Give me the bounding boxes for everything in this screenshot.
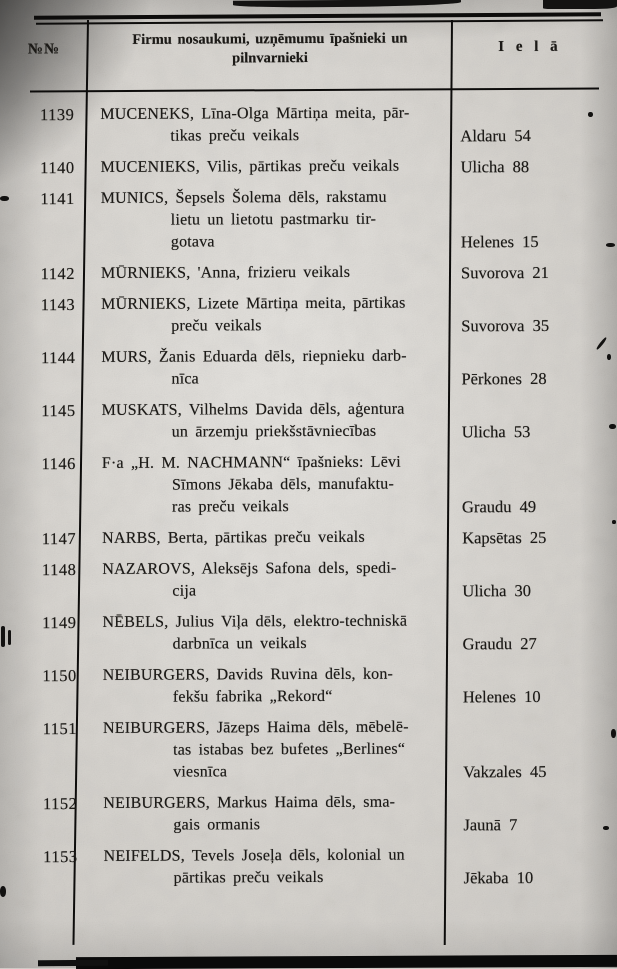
description-line: MUCENEKS, Līna-Olga Mārtiņa meita, pār-	[100, 104, 410, 123]
entry-number: 1146	[41, 454, 76, 474]
description-line: viesnīca	[173, 763, 228, 781]
table-body	[0, 102, 617, 900]
entry-street: Ulicha 53	[461, 422, 531, 442]
column-header-street: I e l ā	[498, 38, 562, 56]
entry-description	[88, 526, 452, 550]
entry-description	[90, 844, 454, 890]
description-line: MUSKATS, Vilhelms Davida dēls, aģentura	[101, 400, 405, 419]
entry-description	[87, 292, 451, 338]
entry-description	[88, 451, 452, 519]
description-line: gotava	[170, 233, 215, 251]
table-top-rule	[34, 12, 601, 19]
entry-number: 1152	[42, 794, 78, 814]
description-line: tikas preču veikals	[170, 127, 300, 145]
table-row	[1, 663, 617, 710]
entry-street: Helenes 15	[460, 231, 539, 252]
table-row	[0, 102, 615, 149]
entry-street: Jēkaba 10	[463, 868, 534, 888]
entry-number: 1143	[40, 295, 76, 315]
table-row	[0, 451, 617, 520]
entry-number: 1139	[39, 105, 75, 125]
scan-artifact-top-right-edge	[543, 0, 617, 9]
table-row	[0, 557, 617, 604]
description-line: MUNICS, Šepsels Šolema dēls, rakstamu	[100, 188, 387, 207]
column-header-number: №№	[27, 41, 61, 58]
description-line: F·a „H. M. NACHMANN“ īpašnieks: Lēvi	[101, 453, 401, 472]
description-line: ras preču veikals	[171, 498, 289, 516]
table-row	[0, 155, 616, 180]
scan-artifact-bottom-bar	[76, 955, 617, 969]
table-row	[0, 345, 617, 392]
entry-street: Aldaru 54	[460, 126, 531, 146]
description-line: MUCENIEKS, Vilis, pārtikas preču veikals	[100, 157, 400, 176]
scan-artifact-top-edge	[233, 0, 461, 8]
entry-street: Kapsētas 25	[462, 527, 547, 548]
entry-number: 1144	[40, 348, 76, 368]
description-line: NEIBURGERS, Davids Ruvina dēls, kon-	[102, 665, 394, 684]
description-line: NEIFELDS, Tevels Joseļa dēls, kolonial un	[103, 846, 405, 865]
entry-description	[87, 186, 451, 254]
entry-description	[86, 155, 450, 179]
entry-street: Helenes 10	[462, 686, 541, 707]
description-line: tas istabas bez bufetes „Berlines“	[173, 740, 406, 759]
entry-description	[87, 345, 451, 391]
entry-street: Jaunā 7	[463, 815, 518, 835]
scan-artifact-bottom-bar-left	[38, 960, 108, 966]
description-line: cija	[172, 582, 197, 600]
entry-number: 1145	[41, 401, 76, 421]
entry-street: Suvorova 21	[460, 262, 549, 283]
description-line: darbnīca un veikals	[172, 635, 307, 653]
entry-number: 1150	[42, 666, 77, 686]
table-row	[1, 716, 617, 785]
entry-number: 1153	[43, 847, 78, 867]
table-row	[0, 526, 617, 551]
entry-description	[88, 398, 452, 444]
description-line: gais ormanis	[173, 816, 261, 834]
description-line: MURS, Žanis Eduarda dēls, riepnieku darb-	[101, 347, 407, 366]
description-line: un ārzemju priekšstāvniecības	[171, 422, 377, 441]
description-line: lietu un lietotu pastmarku tir-	[170, 210, 377, 229]
description-line: pārtikas preču veikals	[173, 868, 324, 887]
entry-description	[89, 791, 453, 837]
description-line: Sīmons Jēkaba dēls, manufaktu-	[171, 475, 395, 494]
table-row	[0, 292, 616, 339]
entry-number: 1148	[41, 560, 77, 580]
entry-street: Pērkones 28	[461, 368, 547, 389]
description-line: fekšu fabrika „Rekord“	[172, 687, 333, 706]
description-line: preču veikals	[171, 317, 262, 335]
entry-street: Ulicha 30	[462, 581, 532, 601]
table-row	[2, 844, 617, 891]
entry-description	[89, 663, 453, 709]
description-line: NEIBURGERS, Jāzeps Haima dēls, mēbelē-	[102, 718, 409, 737]
entry-number: 1151	[42, 719, 78, 739]
entry-description	[89, 716, 453, 784]
entry-description	[88, 557, 452, 603]
table-row	[1, 791, 617, 838]
description-line: NEIBURGERS, Markus Haima dēls, sma-	[103, 793, 396, 812]
entry-street: Suvorova 35	[461, 315, 550, 336]
entry-number: 1149	[42, 613, 77, 633]
entry-street: Graudu 27	[462, 634, 537, 654]
table-row	[0, 186, 616, 255]
entry-number: 1140	[40, 158, 75, 178]
description-line: MŪRNIEKS, Lizete Mārtiņa meita, pārtikas	[101, 294, 406, 313]
entry-description	[86, 102, 450, 148]
entry-description	[87, 261, 451, 285]
table-row	[0, 610, 617, 657]
column-header-firm-line1: Firmu nosaukumi, uzņēmumu īpašnieki un	[132, 30, 408, 48]
entry-description	[88, 610, 452, 656]
description-line: NĒBELS, Julius Viļa dēls, elektro-techniskā	[102, 612, 408, 631]
description-line: NARBS, Berta, pārtikas preču veikals	[102, 528, 365, 547]
description-line: nīca	[171, 370, 199, 388]
table-row	[0, 261, 616, 286]
entry-street: Ulicha 88	[460, 157, 530, 177]
description-line: NAZAROVS, Aleksējs Safona dels, spedi-	[102, 559, 397, 578]
entry-number: 1147	[41, 529, 77, 549]
table-row	[0, 398, 617, 445]
description-line: MŪRNIEKS, 'Anna, frizieru veikals	[100, 263, 351, 282]
column-header-firm	[96, 29, 444, 69]
entry-street: Graudu 49	[461, 497, 537, 517]
entry-street: Vakzales 45	[463, 761, 547, 782]
entry-number: 1141	[40, 189, 75, 209]
table-header	[0, 22, 617, 89]
column-header-firm-line2: pilnvarnieki	[232, 50, 308, 67]
entry-number: 1142	[40, 264, 76, 284]
